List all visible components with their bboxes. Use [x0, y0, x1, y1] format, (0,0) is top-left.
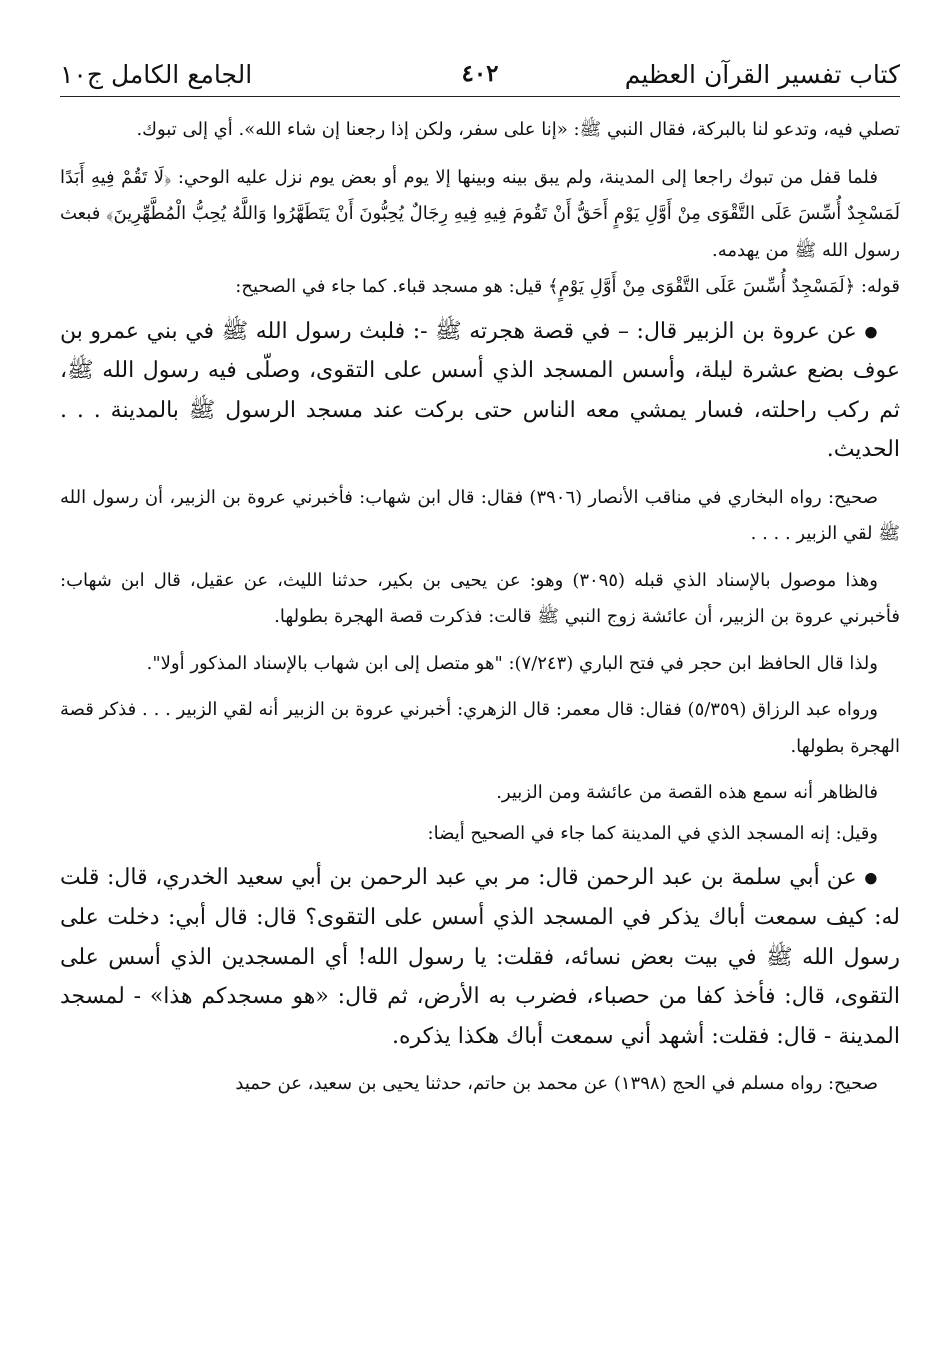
bullet-marker: ● — [864, 321, 878, 340]
alternative-opinion: وقيل: إنه المسجد الذي في المدينة كما جاء في الصحيح أيضا: — [427, 822, 878, 844]
isnad-note: وهذا موصول بالإسناد الذي قبله (٣٠٩٥) وهو: عن يحيى بن بكير، حدثنا الليث، عن عقيل، قال ابن شهاب: فأخبرني عروة بن الزبير، أن عائشة زوج النبي ﷺ قالت: فذكرت قصة الهجرة بطولها. — [60, 569, 900, 628]
running-head-volume: الجامع الكامل ج١٠ — [60, 60, 253, 89]
conclusion-note: فالظاهر أنه سمع هذه القصة من عائشة ومن الزبير. — [496, 782, 878, 804]
hadith-urwa — [60, 312, 900, 470]
paragraph-continuation: تصلي فيه، وتدعو لنا بالبركة، فقال النبي ﷺ: «إنا على سفر، ولكن إذا رجعنا إن شاء الله». أي إلى تبوك. — [136, 119, 900, 140]
running-head-book-title: كتاب تفسير القرآن العظيم — [624, 60, 900, 89]
hadith-urwa-text: عن عروة بن الزبير قال: – في قصة هجرته ﷺ -: فلبث رسول الله ﷺ في بني عمرو بن عوف بضع عشرة ليلة، وأسس المسجد الذي أسس على التقوى، وصلّى فيه رسول الله ﷺ، ثم ركب راحلته، فسار يمشي معه الناس حتى بركت عند مسجد الرسول ﷺ بالمدينة . . . الحديث. — [60, 318, 900, 463]
hadith-abu-salama — [60, 858, 900, 1056]
paragraph-verse-commentary: قوله: ﴿لَمَسْجِدٌ أُسِّسَ عَلَى التَّقْوَى مِنْ أَوَّلِ يَوْمٍ﴾ قيل: هو مسجد قباء. كما جاء في الصحيح: — [235, 276, 900, 297]
page-header — [60, 52, 900, 97]
bullet-marker: ● — [864, 868, 878, 887]
paragraph-revelation: فلما قفل من تبوك راجعا إلى المدينة، ولم يبق بينه وبينها إلا يوم أو بعض يوم نزل عليه الوحي: ﴿لَا تَقُمْ فِيهِ أَبَدًا لَمَسْجِدٌ أُسِّسَ عَلَى التَّقْوَى مِنْ أَوَّلِ يَوْمٍ أَحَقُّ أَنْ تَقُومَ فِيهِ فِيهِ رِجَالٌ يُحِبُّونَ أَنْ يَتَطَهَّرُوا وَاللَّهُ يُحِبُّ الْمُطَّهِّرِينَ﴾ فبعث رسول الله ﷺ من يهدمه. — [60, 166, 900, 261]
takhrij-bukhari: صحيح: رواه البخاري في مناقب الأنصار (٣٩٠٦) فقال: قال ابن شهاب: فأخبرني عروة بن الزبير، أن رسول الله ﷺ لقي الزبير . . . . — [60, 486, 900, 545]
hadith-abu-salama-text: عن أبي سلمة بن عبد الرحمن قال: مر بي عبد الرحمن بن أبي سعيد الخدري، قال: قلت له: كيف سمعت أباك يذكر في المسجد الذي أسس على التقوى؟ قال: قال أبي: دخلت على رسول الله ﷺ في بيت بعض نسائه، فقلت: يا رسول الله! أي المسجدين الذي أسس على التقوى، قال: فأخذ كفا من حصباء، فضرب به الأرض، ثم قال: «هو مسجدكم هذا» - لمسجد المدينة - قال: فقلت: أشهد أني سمعت أباك هكذا يذكره. — [60, 865, 901, 1049]
abdurrazzaq-note: ورواه عبد الرزاق (٥/٣٥٩) فقال: قال معمر: قال الزهري: أخبرني عروة بن الزبير أنه لقي الزبير . . . فذكر قصة الهجرة بطولها. — [60, 699, 900, 757]
page-body — [60, 112, 900, 1103]
takhrij-muslim: صحيح: رواه مسلم في الحج (١٣٩٨) عن محمد بن حاتم، حدثنا يحيى بن سعيد، عن حميد — [235, 1073, 878, 1094]
ibn-hajar-note: ولذا قال الحافظ ابن حجر في فتح الباري (٧/٢٤٣): "هو متصل إلى ابن شهاب بالإسناد المذكور أولا". — [146, 652, 878, 674]
page-number: ٤٠٢ — [461, 60, 499, 87]
